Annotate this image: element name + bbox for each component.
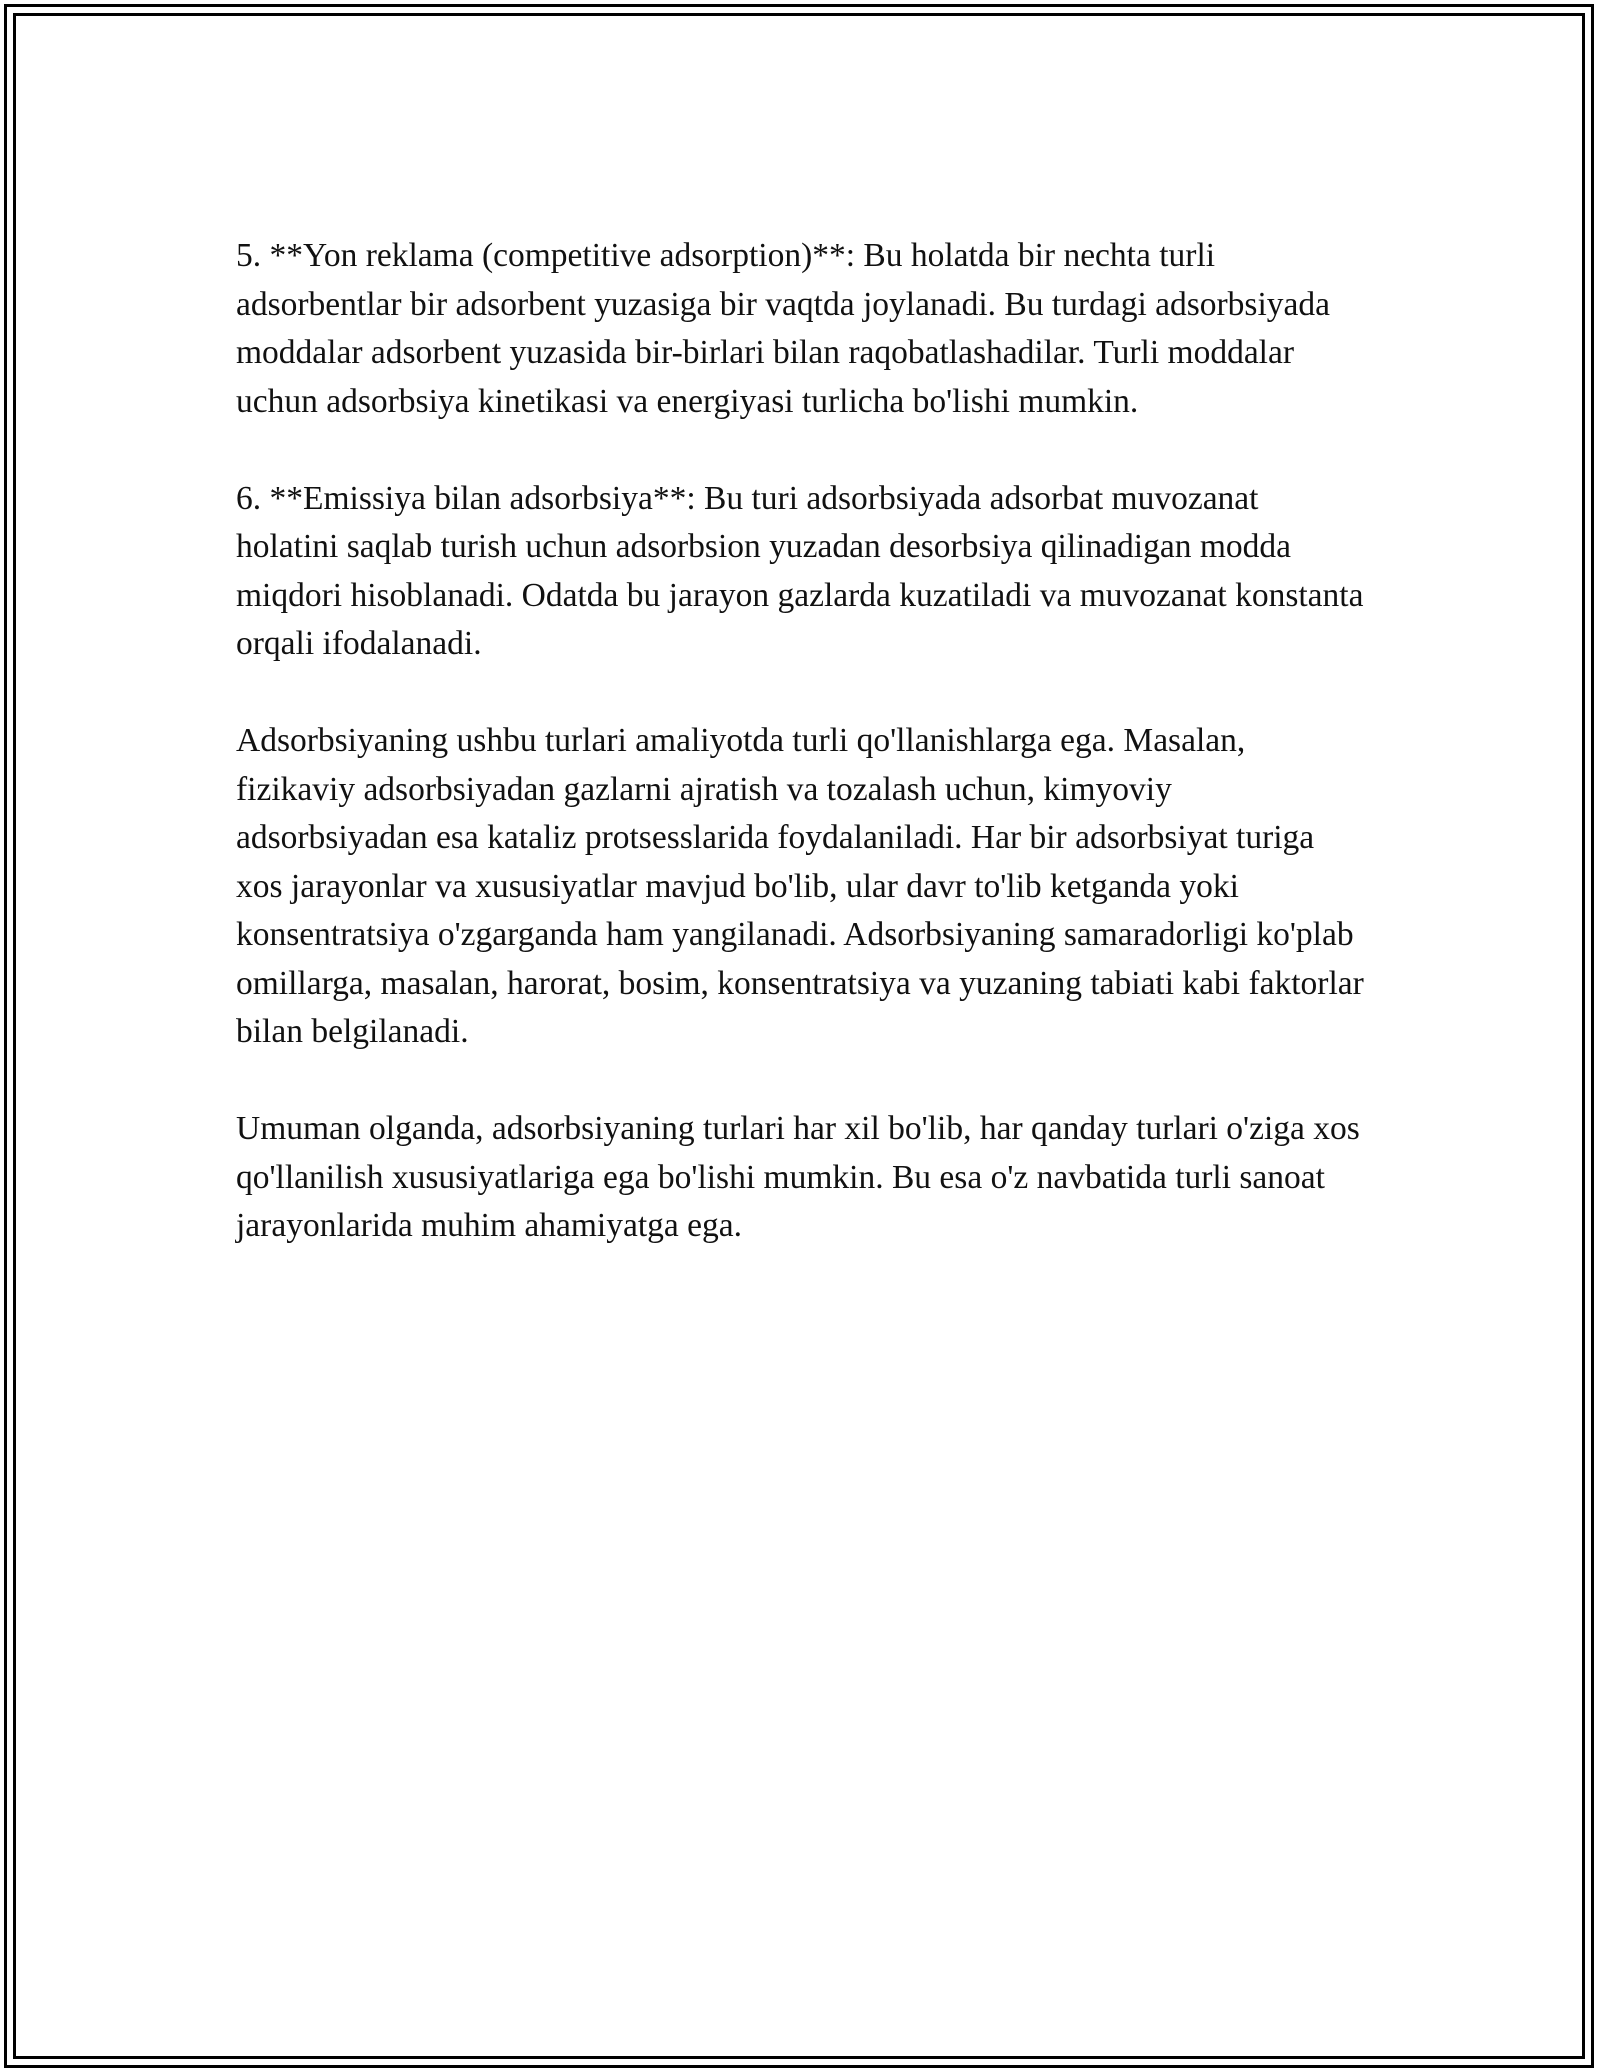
paragraph-emission-adsorption: 6. **Emissiya bilan adsorbsiya**: Bu turi adsorbsiyada adsorbat muvozanat holatini saqlab turish uchun adsorbsion yuzadan desorbsiya qilinadigan modda miqdori hisoblanadi. Odatda bu jarayon gazlarda kuzatiladi va muvozanat konstanta orqali ifodalanadi.: [236, 479, 1364, 662]
paragraph-applications: Adsorbsiyaning ushbu turlari amaliyotda turli qo'llanishlarga ega. Masalan, fizikaviy adsorbsiyadan gazlarni ajratish va tozalash uchun, kimyoviy adsorbsiyadan esa kataliz protsesslarida foydalaniladi. Har bir adsorbsiyat turiga xos jarayonlar va xususiyatlar mavjud bo'lib, ular davr to'lib ketganda yoki konsentratsiya o'zgarganda ham yangilanadi. Adsorbsiyaning samaradorligi ko'plab omillarga, masalan, harorat, bosim, konsentratsiya va yuzaning tabiati kabi faktorlar bilan belgilanadi.: [236, 722, 1364, 1050]
paragraph-competitive-adsorption: 5. **Yon reklama (competitive adsorption)**: Bu holatda bir nechta turli adsorbentlar bir adsorbent yuzasiga bir vaqtda joylanadi. Bu turdagi adsorbsiyada moddalar adsorbent yuzasida bir-birlari bilan raqobatlashadilar. Turli moddalar uchun adsorbsiya kinetikasi va energiyasi turlicha bo'lishi mumkin.: [236, 237, 1331, 420]
paragraph-conclusion: Umuman olganda, adsorbsiyaning turlari har xil bo'lib, har qanday turlari o'ziga xos qo'llanilish xususiyatlariga ega bo'lishi mumkin. Bu esa o'z navbatida turli sanoat jarayonlarida muhim ahamiyatga ega.: [236, 1110, 1360, 1244]
document-body: [236, 232, 1366, 1251]
